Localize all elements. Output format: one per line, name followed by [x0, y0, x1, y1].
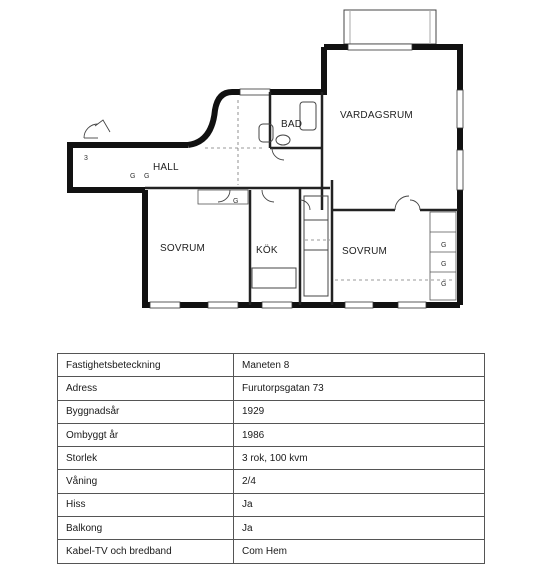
closets [198, 190, 456, 300]
outer-walls [70, 47, 460, 305]
room-label-vardagsrum: VARDAGSRUM [340, 110, 413, 121]
windows [150, 44, 463, 308]
closet-marker: G [233, 198, 239, 205]
balcony [344, 10, 436, 44]
row-label: Adress [58, 377, 234, 400]
row-label: Storlek [58, 447, 234, 470]
row-value: Ja [234, 493, 485, 516]
row-value: Maneten 8 [234, 354, 485, 377]
table-row [58, 354, 485, 377]
row-label: Fastighetsbeteckning [58, 354, 234, 377]
table-row [58, 400, 485, 423]
table-row [58, 423, 485, 446]
row-label: Byggnadsår [58, 400, 234, 423]
room-label-kok: KÖK [256, 245, 278, 256]
entry-number: 3 [84, 155, 88, 162]
room-label-hall: HALL [153, 162, 179, 173]
table-row [58, 540, 485, 563]
table-row [58, 377, 485, 400]
row-label: Kabel-TV och bredband [58, 540, 234, 563]
row-value: 1986 [234, 423, 485, 446]
room-label-bad: BAD [281, 119, 303, 130]
row-value: 2/4 [234, 470, 485, 493]
row-value: 3 rok, 100 kvm [234, 447, 485, 470]
table-row [58, 517, 485, 540]
row-value: Com Hem [234, 540, 485, 563]
property-facts-table [57, 353, 485, 564]
row-label: Ombyggt år [58, 423, 234, 446]
room-label-sovrum-left: SOVRUM [160, 243, 206, 254]
closet-marker: G [144, 173, 150, 180]
closet-marker: G [441, 261, 447, 268]
closet-marker: G [441, 281, 447, 288]
row-label: Våning [58, 470, 234, 493]
row-value: Furutorpsgatan 73 [234, 377, 485, 400]
table-row [58, 447, 485, 470]
closet-marker: G [130, 173, 136, 180]
row-label: Balkong [58, 517, 234, 540]
table-row [58, 493, 485, 516]
row-value: Ja [234, 517, 485, 540]
closet-marker: G [441, 242, 447, 249]
table-row [58, 470, 485, 493]
row-value: 1929 [234, 400, 485, 423]
row-label: Hiss [58, 493, 234, 516]
doors [84, 120, 420, 210]
room-label-sovrum-right: SOVRUM [342, 246, 388, 257]
